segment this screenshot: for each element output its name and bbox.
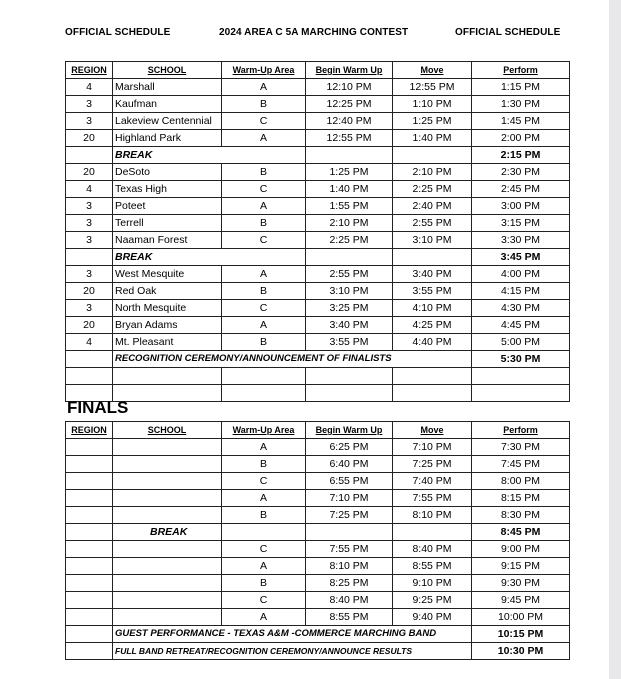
break-row bbox=[66, 147, 570, 164]
region-cell bbox=[66, 558, 113, 575]
begin-warmup-cell: 8:55 PM bbox=[306, 609, 393, 626]
empty-cell bbox=[66, 643, 113, 660]
perform-time: 5:30 PM bbox=[472, 351, 570, 368]
perform-cell: 7:45 PM bbox=[472, 456, 570, 473]
retreat-row bbox=[66, 643, 570, 660]
perform-time: 8:45 PM bbox=[472, 524, 570, 541]
empty-cell bbox=[306, 368, 393, 385]
move-cell: 8:55 PM bbox=[393, 558, 472, 575]
begin-warmup-cell: 7:25 PM bbox=[306, 507, 393, 524]
begin-warmup-cell: 12:55 PM bbox=[306, 130, 393, 147]
school-cell: Kaufman bbox=[113, 96, 222, 113]
empty-cell bbox=[393, 368, 472, 385]
retreat-label: FULL BAND RETREAT/RECOGNITION CEREMONY/ANNOUNCE RESULTS bbox=[113, 643, 472, 660]
col-perform-header: Perform bbox=[472, 422, 570, 439]
school-cell bbox=[113, 592, 222, 609]
perform-cell: 9:45 PM bbox=[472, 592, 570, 609]
schedule-row bbox=[66, 473, 570, 490]
perform-cell: 9:30 PM bbox=[472, 575, 570, 592]
move-cell: 12:55 PM bbox=[393, 79, 472, 96]
region-cell: 3 bbox=[66, 215, 113, 232]
guest-performance-label: GUEST PERFORMANCE - TEXAS A&M -COMMERCE MARCHING BAND bbox=[113, 626, 472, 643]
col-region-header: REGION bbox=[66, 62, 113, 79]
ceremony-label: RECOGNITION CEREMONY/ANNOUNCEMENT OF FINALISTS bbox=[113, 351, 472, 368]
empty-cell bbox=[66, 351, 113, 368]
schedule-row bbox=[66, 439, 570, 456]
region-cell bbox=[66, 592, 113, 609]
region-cell: 3 bbox=[66, 96, 113, 113]
move-cell: 8:10 PM bbox=[393, 507, 472, 524]
warmup-area-cell: A bbox=[222, 558, 306, 575]
header-right: OFFICIAL SCHEDULE bbox=[455, 27, 561, 38]
move-cell: 9:40 PM bbox=[393, 609, 472, 626]
perform-cell: 5:00 PM bbox=[472, 334, 570, 351]
perform-cell: 1:45 PM bbox=[472, 113, 570, 130]
begin-warmup-cell: 7:55 PM bbox=[306, 541, 393, 558]
schedule-row bbox=[66, 96, 570, 113]
col-school-header: SCHOOL bbox=[113, 62, 222, 79]
school-cell: DeSoto bbox=[113, 164, 222, 181]
move-cell: 1:40 PM bbox=[393, 130, 472, 147]
school-cell: Terrell bbox=[113, 215, 222, 232]
move-cell: 3:40 PM bbox=[393, 266, 472, 283]
region-cell: 20 bbox=[66, 283, 113, 300]
school-cell bbox=[113, 575, 222, 592]
finals-heading: FINALS bbox=[67, 398, 129, 417]
schedule-row bbox=[66, 266, 570, 283]
empty-cell bbox=[393, 524, 472, 541]
warmup-area-cell: C bbox=[222, 592, 306, 609]
schedule-row bbox=[66, 198, 570, 215]
col-move-header: Move bbox=[393, 422, 472, 439]
begin-warmup-cell: 8:10 PM bbox=[306, 558, 393, 575]
empty-cell bbox=[222, 385, 306, 402]
move-cell: 4:25 PM bbox=[393, 317, 472, 334]
col-region-header: REGION bbox=[66, 422, 113, 439]
empty-cell bbox=[472, 385, 570, 402]
schedule-row bbox=[66, 456, 570, 473]
break-label: BREAK bbox=[113, 147, 306, 164]
schedule-row bbox=[66, 181, 570, 198]
empty-cell bbox=[222, 524, 306, 541]
perform-time: 3:45 PM bbox=[472, 249, 570, 266]
col-warm-header: Begin Warm Up bbox=[306, 62, 393, 79]
schedule-row bbox=[66, 334, 570, 351]
col-warm-header: Begin Warm Up bbox=[306, 422, 393, 439]
region-cell: 20 bbox=[66, 164, 113, 181]
header-left: OFFICIAL SCHEDULE bbox=[65, 27, 171, 38]
warmup-area-cell: B bbox=[222, 164, 306, 181]
header-row bbox=[66, 62, 570, 79]
begin-warmup-cell: 2:10 PM bbox=[306, 215, 393, 232]
begin-warmup-cell: 3:40 PM bbox=[306, 317, 393, 334]
move-cell: 4:10 PM bbox=[393, 300, 472, 317]
schedule-row bbox=[66, 575, 570, 592]
warmup-area-cell: B bbox=[222, 456, 306, 473]
region-cell: 3 bbox=[66, 266, 113, 283]
schedule-row bbox=[66, 164, 570, 181]
empty-cell bbox=[66, 249, 113, 266]
move-cell: 7:10 PM bbox=[393, 439, 472, 456]
perform-time: 10:30 PM bbox=[472, 643, 570, 660]
empty-cell bbox=[66, 626, 113, 643]
school-cell: Mt. Pleasant bbox=[113, 334, 222, 351]
begin-warmup-cell: 12:25 PM bbox=[306, 96, 393, 113]
school-cell bbox=[113, 558, 222, 575]
warmup-area-cell: A bbox=[222, 198, 306, 215]
move-cell: 7:25 PM bbox=[393, 456, 472, 473]
move-cell: 3:55 PM bbox=[393, 283, 472, 300]
blank-row bbox=[66, 385, 570, 402]
school-cell: Texas High bbox=[113, 181, 222, 198]
empty-cell bbox=[66, 147, 113, 164]
move-cell: 1:25 PM bbox=[393, 113, 472, 130]
region-cell: 4 bbox=[66, 79, 113, 96]
begin-warmup-cell: 6:55 PM bbox=[306, 473, 393, 490]
region-cell bbox=[66, 541, 113, 558]
schedule-row bbox=[66, 79, 570, 96]
school-cell: Poteet bbox=[113, 198, 222, 215]
empty-cell bbox=[113, 385, 222, 402]
begin-warmup-cell: 2:55 PM bbox=[306, 266, 393, 283]
schedule-row bbox=[66, 283, 570, 300]
perform-cell: 3:30 PM bbox=[472, 232, 570, 249]
begin-warmup-cell: 8:40 PM bbox=[306, 592, 393, 609]
empty-cell bbox=[306, 147, 393, 164]
finals-table bbox=[65, 421, 570, 660]
school-cell bbox=[113, 507, 222, 524]
perform-cell: 4:00 PM bbox=[472, 266, 570, 283]
begin-warmup-cell: 8:25 PM bbox=[306, 575, 393, 592]
region-cell: 3 bbox=[66, 113, 113, 130]
warmup-area-cell: C bbox=[222, 232, 306, 249]
ceremony-row bbox=[66, 351, 570, 368]
perform-time: 2:15 PM bbox=[472, 147, 570, 164]
break-label: BREAK bbox=[113, 249, 306, 266]
school-cell bbox=[113, 439, 222, 456]
school-cell bbox=[113, 473, 222, 490]
header-row bbox=[66, 422, 570, 439]
col-move-header: Move bbox=[393, 62, 472, 79]
school-cell: North Mesquite bbox=[113, 300, 222, 317]
empty-cell bbox=[393, 249, 472, 266]
region-cell bbox=[66, 490, 113, 507]
empty-cell bbox=[306, 249, 393, 266]
school-cell: West Mesquite bbox=[113, 266, 222, 283]
region-cell: 3 bbox=[66, 198, 113, 215]
schedule-row bbox=[66, 507, 570, 524]
region-cell bbox=[66, 507, 113, 524]
move-cell: 7:40 PM bbox=[393, 473, 472, 490]
warmup-area-cell: B bbox=[222, 215, 306, 232]
region-cell: 20 bbox=[66, 130, 113, 147]
perform-cell: 9:00 PM bbox=[472, 541, 570, 558]
warmup-area-cell: A bbox=[222, 79, 306, 96]
warmup-area-cell: A bbox=[222, 130, 306, 147]
perform-cell: 4:45 PM bbox=[472, 317, 570, 334]
move-cell: 8:40 PM bbox=[393, 541, 472, 558]
perform-cell: 2:45 PM bbox=[472, 181, 570, 198]
col-area-header: Warm-Up Area bbox=[222, 422, 306, 439]
perform-cell: 7:30 PM bbox=[472, 439, 570, 456]
warmup-area-cell: A bbox=[222, 490, 306, 507]
col-area-header: Warm-Up Area bbox=[222, 62, 306, 79]
begin-warmup-cell: 6:40 PM bbox=[306, 456, 393, 473]
school-cell: Red Oak bbox=[113, 283, 222, 300]
perform-cell: 1:15 PM bbox=[472, 79, 570, 96]
perform-cell: 3:00 PM bbox=[472, 198, 570, 215]
begin-warmup-cell: 6:25 PM bbox=[306, 439, 393, 456]
move-cell: 2:55 PM bbox=[393, 215, 472, 232]
schedule-row bbox=[66, 558, 570, 575]
empty-cell bbox=[306, 524, 393, 541]
region-cell bbox=[66, 609, 113, 626]
warmup-area-cell: B bbox=[222, 96, 306, 113]
perform-cell: 1:30 PM bbox=[472, 96, 570, 113]
schedule-row bbox=[66, 592, 570, 609]
region-cell bbox=[66, 439, 113, 456]
empty-cell bbox=[113, 368, 222, 385]
empty-cell bbox=[66, 368, 113, 385]
warmup-area-cell: A bbox=[222, 317, 306, 334]
warmup-area-cell: C bbox=[222, 113, 306, 130]
warmup-area-cell: B bbox=[222, 507, 306, 524]
perform-cell: 8:30 PM bbox=[472, 507, 570, 524]
begin-warmup-cell: 3:10 PM bbox=[306, 283, 393, 300]
move-cell: 9:10 PM bbox=[393, 575, 472, 592]
region-cell: 4 bbox=[66, 181, 113, 198]
perform-cell: 2:00 PM bbox=[472, 130, 570, 147]
schedule-row bbox=[66, 215, 570, 232]
empty-cell bbox=[66, 524, 113, 541]
empty-cell bbox=[306, 385, 393, 402]
perform-cell: 4:15 PM bbox=[472, 283, 570, 300]
warmup-area-cell: A bbox=[222, 266, 306, 283]
move-cell: 4:40 PM bbox=[393, 334, 472, 351]
warmup-area-cell: A bbox=[222, 439, 306, 456]
col-school-header: SCHOOL bbox=[113, 422, 222, 439]
perform-cell: 4:30 PM bbox=[472, 300, 570, 317]
perform-cell: 3:15 PM bbox=[472, 215, 570, 232]
move-cell: 3:10 PM bbox=[393, 232, 472, 249]
region-cell: 20 bbox=[66, 317, 113, 334]
school-cell: Highland Park bbox=[113, 130, 222, 147]
warmup-area-cell: A bbox=[222, 609, 306, 626]
begin-warmup-cell: 12:40 PM bbox=[306, 113, 393, 130]
schedule-row bbox=[66, 300, 570, 317]
empty-cell bbox=[393, 147, 472, 164]
schedule-row bbox=[66, 541, 570, 558]
begin-warmup-cell: 1:25 PM bbox=[306, 164, 393, 181]
perform-cell: 8:15 PM bbox=[472, 490, 570, 507]
begin-warmup-cell: 1:55 PM bbox=[306, 198, 393, 215]
move-cell: 7:55 PM bbox=[393, 490, 472, 507]
empty-cell bbox=[472, 368, 570, 385]
school-cell bbox=[113, 609, 222, 626]
begin-warmup-cell: 12:10 PM bbox=[306, 79, 393, 96]
region-cell: 3 bbox=[66, 300, 113, 317]
move-cell: 1:10 PM bbox=[393, 96, 472, 113]
col-perform-header: Perform bbox=[472, 62, 570, 79]
warmup-area-cell: C bbox=[222, 541, 306, 558]
school-cell bbox=[113, 541, 222, 558]
warmup-area-cell: B bbox=[222, 283, 306, 300]
perform-time: 10:15 PM bbox=[472, 626, 570, 643]
move-cell: 2:25 PM bbox=[393, 181, 472, 198]
school-cell: Lakeview Centennial bbox=[113, 113, 222, 130]
begin-warmup-cell: 3:25 PM bbox=[306, 300, 393, 317]
prelims-table bbox=[65, 61, 570, 402]
perform-cell: 2:30 PM bbox=[472, 164, 570, 181]
school-cell: Bryan Adams bbox=[113, 317, 222, 334]
move-cell: 9:25 PM bbox=[393, 592, 472, 609]
empty-cell bbox=[393, 385, 472, 402]
break-row bbox=[66, 524, 570, 541]
school-cell bbox=[113, 456, 222, 473]
perform-cell: 8:00 PM bbox=[472, 473, 570, 490]
region-cell: 3 bbox=[66, 232, 113, 249]
empty-cell bbox=[222, 368, 306, 385]
warmup-area-cell: B bbox=[222, 334, 306, 351]
school-cell: Marshall bbox=[113, 79, 222, 96]
schedule-row bbox=[66, 609, 570, 626]
region-cell bbox=[66, 456, 113, 473]
region-cell: 4 bbox=[66, 334, 113, 351]
break-row bbox=[66, 249, 570, 266]
begin-warmup-cell: 1:40 PM bbox=[306, 181, 393, 198]
schedule-row bbox=[66, 130, 570, 147]
warmup-area-cell: C bbox=[222, 181, 306, 198]
warmup-area-cell: B bbox=[222, 575, 306, 592]
schedule-row bbox=[66, 232, 570, 249]
warmup-area-cell: C bbox=[222, 473, 306, 490]
region-cell bbox=[66, 473, 113, 490]
header-center: 2024 AREA C 5A MARCHING CONTEST bbox=[219, 27, 409, 38]
schedule-row bbox=[66, 490, 570, 507]
begin-warmup-cell: 7:10 PM bbox=[306, 490, 393, 507]
begin-warmup-cell: 3:55 PM bbox=[306, 334, 393, 351]
schedule-row bbox=[66, 317, 570, 334]
guest-row bbox=[66, 626, 570, 643]
blank-row bbox=[66, 368, 570, 385]
school-cell bbox=[113, 490, 222, 507]
move-cell: 2:40 PM bbox=[393, 198, 472, 215]
break-label: BREAK bbox=[113, 524, 222, 541]
begin-warmup-cell: 2:25 PM bbox=[306, 232, 393, 249]
perform-cell: 9:15 PM bbox=[472, 558, 570, 575]
warmup-area-cell: C bbox=[222, 300, 306, 317]
perform-cell: 10:00 PM bbox=[472, 609, 570, 626]
region-cell bbox=[66, 575, 113, 592]
school-cell: Naaman Forest bbox=[113, 232, 222, 249]
move-cell: 2:10 PM bbox=[393, 164, 472, 181]
schedule-row bbox=[66, 113, 570, 130]
